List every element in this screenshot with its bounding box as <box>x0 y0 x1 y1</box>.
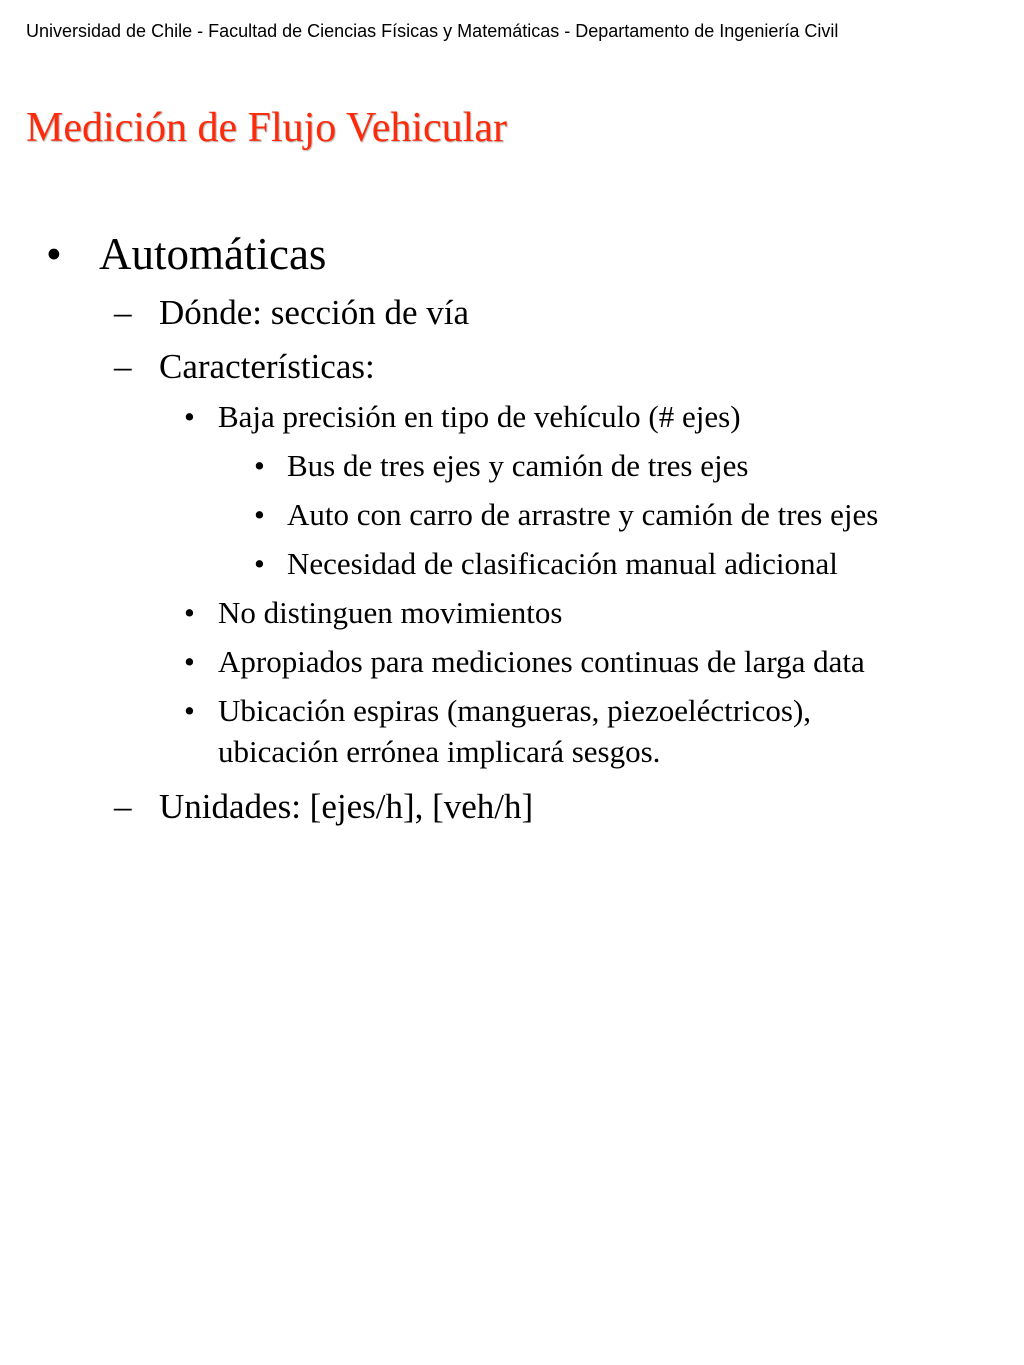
bullet-marker: • <box>184 399 195 434</box>
slide-title: Medición de Flujo Vehicular <box>26 105 507 151</box>
sub-bullet-apropiados: Apropiados para mediciones continuas de larga data <box>218 644 865 679</box>
dash-marker: – <box>114 787 132 826</box>
bullet-marker: • <box>184 644 195 679</box>
dash-caracteristicas: Características: <box>159 347 375 386</box>
sub-bullet-precision: Baja precisión en tipo de vehículo (# ejes) <box>218 399 741 434</box>
subsub-bullet-bus: Bus de tres ejes y camión de tres ejes <box>287 448 749 483</box>
sub-bullet-ubicacion-line1: Ubicación espiras (mangueras, piezoeléctricos), <box>218 693 812 728</box>
sub-bullet-movimientos: No distinguen movimientos <box>218 595 563 630</box>
dash-marker: – <box>114 347 132 386</box>
bullet-marker: • <box>254 497 265 532</box>
bullet-marker: • <box>46 229 62 279</box>
bullet-marker: • <box>254 546 265 581</box>
bullet-marker: • <box>184 693 195 728</box>
dash-donde: Dónde: sección de vía <box>159 293 470 332</box>
dash-marker: – <box>114 293 132 332</box>
bullet-marker: • <box>184 595 195 630</box>
dash-unidades: Unidades: [ejes/h], [veh/h] <box>159 787 534 826</box>
bullet-marker: • <box>254 448 265 483</box>
course-header: Universidad de Chile - Facultad de Ciencias Físicas y Matemáticas - Departamento de Ingeniería Civil <box>26 21 839 41</box>
subsub-bullet-clasificacion: Necesidad de clasificación manual adicional <box>287 546 838 581</box>
subsub-bullet-auto: Auto con carro de arrastre y camión de tres ejes <box>287 497 879 532</box>
bullet-automaticas: Automáticas <box>99 229 327 279</box>
sub-bullet-ubicacion-line2: ubicación errónea implicará sesgos. <box>218 734 661 769</box>
